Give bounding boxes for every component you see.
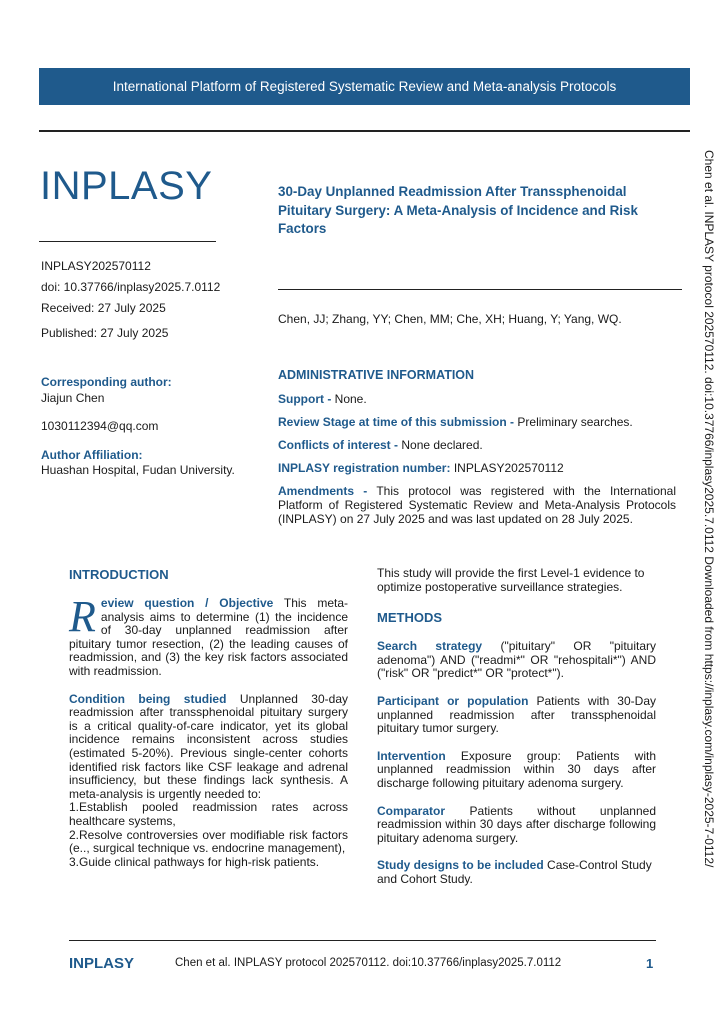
needs-list-item: 1.Establish pooled readmission rates across healthcare systems,	[69, 800, 348, 828]
registration-label: INPLASY registration number:	[278, 461, 451, 475]
footer-citation: Chen et al. INPLASY protocol 202570112. doi:10.37766/inplasy2025.7.0112	[175, 957, 562, 969]
support-label: Support -	[278, 392, 332, 406]
support-value: None.	[331, 392, 367, 406]
download-notice	[700, 150, 720, 910]
article-title: 30-Day Unplanned Readmission After Transsphenoidal Pituitary Surgery: A Meta-Analysis of Incidence and Risk Factors	[278, 184, 638, 236]
doi: doi: 10.37766/inplasy2025.7.0112	[41, 280, 221, 294]
comparator-label: Comparator	[377, 803, 446, 818]
needs-list-item: 2.Resolve controversies over modifiable risk factors (e.., surgical technique vs. endocrine management),	[69, 827, 348, 856]
admin-heading: ADMINISTRATIVE INFORMATION	[278, 368, 475, 382]
needs-list-item: 3.Guide clinical pathways for high-risk patients.	[69, 854, 320, 869]
corresponding-name: Jiajun Chen	[41, 391, 105, 405]
dropcap-letter: R	[69, 592, 96, 641]
comparator-text: Patients without unplanned readmission within 30 days after discharge following pituitary adenoma surgery.	[377, 803, 656, 845]
participants	[377, 695, 656, 736]
study-designs-label: Study designs to be included	[377, 858, 544, 873]
search-strategy-label: Search strategy	[377, 639, 483, 654]
footer-rule	[69, 940, 656, 941]
admin-info	[278, 368, 676, 526]
intervention	[377, 750, 656, 791]
methods-column	[377, 567, 656, 887]
published-date: Published: 27 July 2025	[41, 326, 169, 340]
study-designs	[377, 859, 656, 886]
comparator	[377, 805, 656, 846]
registration-id: INPLASY202570112	[41, 259, 151, 273]
intervention-label: Intervention	[377, 748, 446, 763]
stage-value: Preliminary searches.	[514, 415, 633, 429]
download-notice-text: Chen et al. INPLASY protocol 202570112. doi:10.37766/inplasy2025.7.0112 Downloaded from https://inplasy.com/inplasy-2025-7-0112/	[702, 150, 716, 868]
introduction-heading: INTRODUCTION	[69, 567, 169, 582]
corresponding-email: 1030112394@qq.com	[41, 419, 159, 433]
logo-rule	[39, 241, 216, 242]
footer-brand: INPLASY	[69, 955, 135, 972]
review-question	[69, 592, 348, 679]
journal-banner: International Platform of Registered Systematic Review and Meta-analysis Protocols	[39, 68, 690, 105]
stage-label: Review Stage at time of this submission -	[278, 415, 515, 429]
author-list: Chen, JJ; Zhang, YY; Chen, MM; Che, XH; Huang, Y; Yang, WQ.	[278, 312, 622, 326]
registration-value: INPLASY202570112	[450, 461, 564, 475]
corresponding-label: Corresponding author:	[41, 375, 172, 389]
condition-studied	[69, 693, 348, 802]
participants-text: Patients with 30-Day unplanned readmission after transsphenoidal pituitary tumor surgery.	[377, 693, 656, 736]
amendments-value: This protocol was registered with the International Platform of Registered Systematic Review and Meta-Analysis Protocols (INPLASY) on 27 July 2025 and was last updated on 28 July 2025.	[278, 484, 676, 526]
review-question-text: This meta-analysis aims to determine (1) the incidence of 30-day unplanned readmission after pituitary tumor resection, (2) the leading causes of readmission, and (3) the key risk factors associated with readmission.	[69, 596, 348, 678]
title-rule	[278, 289, 682, 290]
search-strategy-text: ("pituitary" OR "pituitary adenoma") AND ("readmi*" OR "rehospitali*") AND ("risk" OR "predict*" OR "protect*").	[377, 639, 657, 681]
intervention-text: Exposure group: Patients with unplanned readmission within 30 days after discharge following pituitary adenoma surgery.	[377, 748, 656, 790]
study-designs-text: Case-Control Study and Cohort Study.	[377, 858, 652, 886]
page-number: 1	[646, 956, 654, 971]
introduction-section	[69, 567, 348, 869]
conflicts-value: None declared.	[398, 438, 483, 452]
received-date: Received: 27 July 2025	[41, 301, 166, 315]
header-rule	[39, 130, 690, 132]
review-question-label: eview question / Objective	[100, 596, 274, 610]
condition-label: Condition being studied	[69, 691, 227, 706]
methods-heading: METHODS	[377, 610, 442, 626]
condition-text: Unplanned 30-day readmission after transsphenoidal pituitary surgery is a critical quality-of-care indicator, yet its global incidence remains inconsistent across studies (estimated 5-20%). Previous single-center cohorts identified risk factors like CSF leakage and adrenal insufficiency, but these findings lack synthesis. A meta-analysis is urgently needed to:	[69, 691, 348, 801]
conflicts-label: Conflicts of interest -	[278, 438, 399, 452]
search-strategy	[377, 640, 656, 681]
amendments-label: Amendments -	[278, 484, 368, 498]
affiliation-value: Huashan Hospital, Fudan University.	[41, 463, 235, 477]
affiliation-label: Author Affiliation:	[41, 448, 143, 462]
participants-label: Participant or population	[377, 693, 529, 708]
intro-continuation: This study will provide the first Level-1 evidence to optimize postoperative surveillance strategies.	[377, 566, 645, 594]
inplasy-logo: INPLASY	[40, 164, 213, 208]
